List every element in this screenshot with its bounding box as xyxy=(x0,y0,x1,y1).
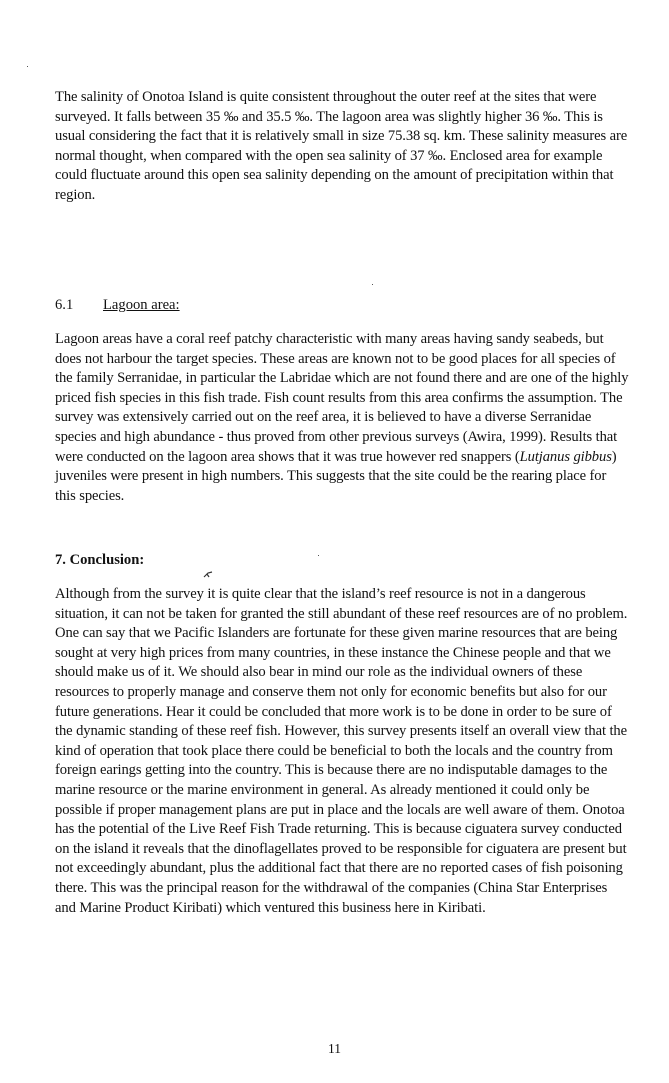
scan-speck xyxy=(318,555,319,556)
scan-mark-icon xyxy=(203,571,213,582)
scan-speck xyxy=(27,66,28,67)
conclusion-paragraph: Although from the survey it is quite clear that the island’s reef resource is not in a dangerous situation, it can not be taken for granted the still abundant of these reef resources are of no problem. One can say that we Pacific Islanders are fortunate for these given marine resources that are being sought at very high prices from many countries, in these instance the Chinese people and that we should make us of it. We should also bear in mind our role as the individual owners of these resources to properly manage and conserve them not only for economic benefits but also for our future generations. Hear it could be concluded that more work is to be done in order to be sure of the dynamic standing of these reef fish. However, this survey presents itself an overall view that the kind of operation that took place there could be beneficial to both the locals and the country from foreign earings getting into the country. This is because there are no indisputable damages to the marine resource or the marine environment in general. As already mentioned it could only be possible if proper management plans are put in place and the locals are well aware of them. Onotoa has the potential of the Live Reef Fish Trade returning. This is because ciguatera survey conducted on the island it reveals that the dinoflagellates proved to be responsible for ciguatera are present but not exceedingly abundant, plus the additional fact that there are no reported cases of fish poisoning there. This was the principal reason for the withdrawal of the companies (China Star Enterprises and Marine Product Kiribati) which ventured this business here in Kiribati. xyxy=(55,586,628,916)
section-number: 6.1 xyxy=(55,297,74,313)
lagoon-text-continued: ) juveniles were present in high numbers. This suggests that the site could be the rearing place for this species. xyxy=(55,448,617,504)
section-7-heading: 7. Conclusion: xyxy=(55,552,145,568)
lagoon-text: Lagoon areas have a coral reef patchy characteristic with many areas having sandy seabeds, but does not harbour the target species. These areas are known not to be good places for all species of the family Serranidae, in particular the Labridae which are not found there and are one of the highly priced fish species in this fish trade. Fish count results from this area confirms the assumption. The survey was extensively carried out on the reef area, it is believed to have a diverse Serranidae species and high abundance - thus proved from other previous surveys (Awira, 1999). Results that were conducted on the lagoon area shows that it was true however red snappers ( xyxy=(55,331,629,465)
page-number: 11 xyxy=(328,1041,341,1056)
salinity-paragraph: The salinity of Onotoa Island is quite consistent throughout the outer reef at the sites that were surveyed. It falls between 35 ‰ and 35.5 ‰. The lagoon area was slightly higher 36 ‰. This is usual considering the fact that it is relatively small in size 75.38 sq. km. These salinity measures are normal thought, when compared with the open sea salinity of 37 ‰. Enclosed area for example could fluctuate around this open sea salinity depending on the amount of precipitation within that region. xyxy=(55,89,628,203)
section-title: Lagoon area: xyxy=(103,297,180,313)
section-6-1-heading xyxy=(55,296,180,315)
scan-speck xyxy=(372,284,373,285)
lagoon-paragraph xyxy=(55,330,630,506)
species-name: Lutjanus gibbus xyxy=(519,448,612,465)
